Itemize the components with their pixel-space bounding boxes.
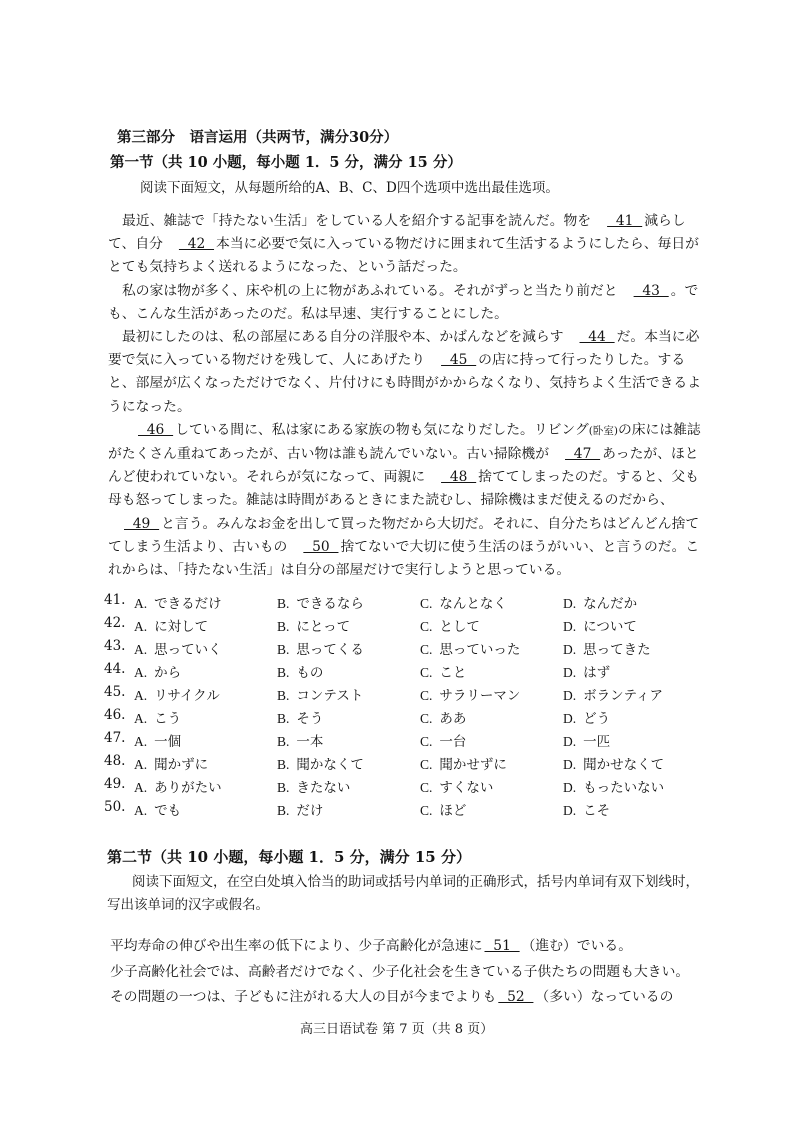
question-row bbox=[104, 753, 704, 776]
section1-passage bbox=[108, 210, 708, 582]
blank-44: 44 bbox=[579, 329, 615, 346]
passage-paragraph-2 bbox=[108, 280, 708, 326]
question-number: 49. bbox=[104, 776, 126, 792]
option-d: D. ボランティア bbox=[563, 688, 664, 704]
passage-text: の店に持って行ったりした。すると、部屋が広くなっただけでなく、片付けにも時間がかからなくなり、気持ちよく生活できるようになった。 bbox=[108, 352, 701, 415]
blank-52: 52 bbox=[498, 989, 534, 1005]
option-b: B. だけ bbox=[277, 803, 324, 819]
option-b: B. 思ってくる bbox=[277, 642, 364, 658]
passage-gloss: (卧室) bbox=[588, 424, 618, 437]
question-row bbox=[104, 707, 704, 730]
section2-instruction-line2: 写出该单词的汉字或假名。 bbox=[107, 897, 269, 913]
question-number: 41. bbox=[104, 592, 126, 608]
part-header: 第三部分 语言运用（共两节，满分30分） bbox=[117, 129, 399, 146]
blank-45: 45 bbox=[441, 352, 477, 369]
question-row bbox=[104, 730, 704, 753]
option-d: D. について bbox=[563, 619, 637, 635]
option-a: A. から bbox=[134, 665, 182, 681]
option-b: B. コンテスト bbox=[277, 688, 364, 704]
passage-text: している間に、私は家にある家族の物も気になりだした。リビング bbox=[175, 421, 589, 438]
option-d: D. 聞かせなくて bbox=[563, 757, 665, 773]
question-number: 48. bbox=[104, 753, 126, 769]
option-d: D. こそ bbox=[563, 803, 611, 819]
option-c: C. すくない bbox=[420, 780, 494, 796]
option-a: A. 思っていく bbox=[134, 642, 222, 658]
question-row bbox=[104, 638, 704, 661]
passage-text: 。でも、こんな生活があったのだ。私は早速、実行することにした。 bbox=[108, 282, 699, 322]
passage-text: その問題の一つは、子どもに注がれる大人の目が今までよりも bbox=[110, 989, 497, 1005]
option-b: B. きたない bbox=[277, 780, 351, 796]
option-d: D. なんだか bbox=[563, 596, 638, 612]
passage-text: 本当に必要で気に入っている物だけに囲まれて生活するようにしたら、毎日がとても気持ちよく送れるようになった、という話だった。 bbox=[108, 236, 699, 276]
question-number: 50. bbox=[104, 799, 126, 815]
option-a: A. ありがたい bbox=[134, 780, 222, 796]
passage-line-1 bbox=[110, 934, 710, 960]
option-a: A. こう bbox=[134, 711, 182, 727]
passage-paragraph-4 bbox=[108, 419, 708, 582]
question-number: 44. bbox=[104, 661, 126, 677]
option-d: D. もったいない bbox=[563, 780, 665, 796]
option-c: C. 思っていった bbox=[420, 642, 521, 658]
section1-instruction: 阅读下面短文，从每题所给的A、B、C、D四个选项中选出最佳选项。 bbox=[140, 180, 559, 196]
question-row bbox=[104, 776, 704, 799]
passage-paragraph-3 bbox=[108, 326, 708, 419]
option-d: D. 思ってきた bbox=[563, 642, 651, 658]
blank-43: 43 bbox=[633, 282, 669, 299]
option-b: B. できるなら bbox=[277, 596, 364, 612]
option-a: A. リサイクル bbox=[134, 688, 220, 704]
section1-title: 第一节（共 10 小题，每小题 1．5 分，满分 15 分） bbox=[110, 154, 462, 171]
passage-text: 私の家は物が多く、床や机の上に物があふれている。それがずっと当たり前だと bbox=[122, 282, 618, 299]
blank-50: 50 bbox=[303, 538, 339, 555]
option-a: A. 一個 bbox=[134, 734, 182, 750]
blank-41: 41 bbox=[607, 213, 643, 229]
section2-passage bbox=[110, 934, 710, 1011]
option-a: A. でも bbox=[134, 803, 182, 819]
passage-text: 最近、雑誌で「持たない生活」をしている人を紹介する記事を読んだ。物を bbox=[122, 213, 592, 229]
option-c: C. 一台 bbox=[420, 734, 467, 750]
passage-text: の床には雑誌がたくさん重ねてあったが、古い物は誰も読んでいない。古い掃除機が bbox=[108, 421, 701, 463]
option-c: C. サラリーマン bbox=[420, 688, 521, 704]
passage-text: （進む）でいる。 bbox=[521, 938, 632, 954]
option-c: C. ほど bbox=[420, 803, 467, 819]
question-number: 42. bbox=[104, 615, 126, 631]
passage-text: あったが、ほとんど使われていない。それらが気になって、両親に bbox=[108, 446, 699, 486]
passage-text: だ。本当に必要で気に入っている物だけを残して、人にあげたり bbox=[108, 329, 700, 369]
blank-48: 48 bbox=[441, 469, 477, 486]
option-b: B. もの bbox=[277, 665, 324, 681]
passage-line-3 bbox=[110, 985, 710, 1011]
option-c: C. として bbox=[420, 619, 480, 635]
option-d: D. 一匹 bbox=[563, 734, 611, 750]
question-row bbox=[104, 684, 704, 707]
option-b: B. 一本 bbox=[277, 734, 324, 750]
blank-49: 49 bbox=[124, 515, 160, 532]
option-b: B. にとって bbox=[277, 619, 351, 635]
option-c: C. なんとなく bbox=[420, 596, 507, 612]
blank-46: 46 bbox=[138, 421, 174, 438]
option-a: A. できるだけ bbox=[134, 596, 222, 612]
question-row bbox=[104, 799, 704, 822]
blank-47: 47 bbox=[565, 446, 601, 463]
passage-text: 捨ててしまったのだ。すると、父も母も怒ってしまった。雑誌は時間があるときにまた読むし、掃除機はまだ使えるのだから、 bbox=[108, 469, 699, 509]
question-row bbox=[104, 615, 704, 638]
passage-text: 平均寿命の伸びや出生率の低下により、少子高齢化が急速に bbox=[110, 938, 483, 954]
option-b: B. そう bbox=[277, 711, 324, 727]
passage-text: （多い）なっているの bbox=[535, 989, 674, 1005]
question-number: 45. bbox=[104, 684, 126, 700]
option-a: A. 聞かずに bbox=[134, 757, 209, 773]
option-d: D. どう bbox=[563, 711, 611, 727]
blank-42: 42 bbox=[178, 236, 215, 253]
passage-line-2: 少子高齢化社会では、高齢者だけでなく、少子化社会を生きている子供たちの問題も大きい。 bbox=[110, 963, 690, 980]
option-c: C. 聞かせずに bbox=[420, 757, 507, 773]
question-row bbox=[104, 661, 704, 684]
option-d: D. はず bbox=[563, 665, 611, 681]
question-options bbox=[104, 592, 704, 822]
section2-instruction-line1: 阅读下面短文，在空白处填入恰当的助词或括号内单词的正确形式，括号内单词有双下划线时， bbox=[132, 874, 699, 890]
passage-paragraph-1 bbox=[108, 210, 708, 280]
passage-text: 捨てないで大切に使う生活のほうがいい、と言うのだ。これからは、「持たない生活」は自分の部屋だけで実行しようと思っている。 bbox=[108, 538, 700, 579]
passage-text: 最初にしたのは、私の部屋にある自分の洋服や本、かばんなどを減らす bbox=[122, 329, 564, 346]
option-c: C. こと bbox=[420, 665, 467, 681]
question-number: 47. bbox=[104, 730, 126, 746]
page-footer: 高三日语试卷 第 7 页（共 8 页） bbox=[300, 1022, 494, 1037]
option-b: B. 聞かなくて bbox=[277, 757, 364, 773]
passage-text: と言う。みんなお金を出して買った物だから大切だ。それに、自分たちはどんどん捨ててしまう生活より、古いもの bbox=[108, 515, 700, 555]
section2-title: 第二节（共 10 小题，每小题 1．5 分，满分 15 分） bbox=[107, 848, 471, 866]
passage-text: 減らして、自分 bbox=[108, 213, 686, 253]
question-row bbox=[104, 592, 704, 615]
question-number: 43. bbox=[104, 638, 126, 654]
question-number: 46. bbox=[104, 707, 126, 723]
blank-51: 51 bbox=[484, 938, 520, 954]
option-c: C. ああ bbox=[420, 711, 467, 727]
option-a: A. に対して bbox=[134, 619, 209, 635]
